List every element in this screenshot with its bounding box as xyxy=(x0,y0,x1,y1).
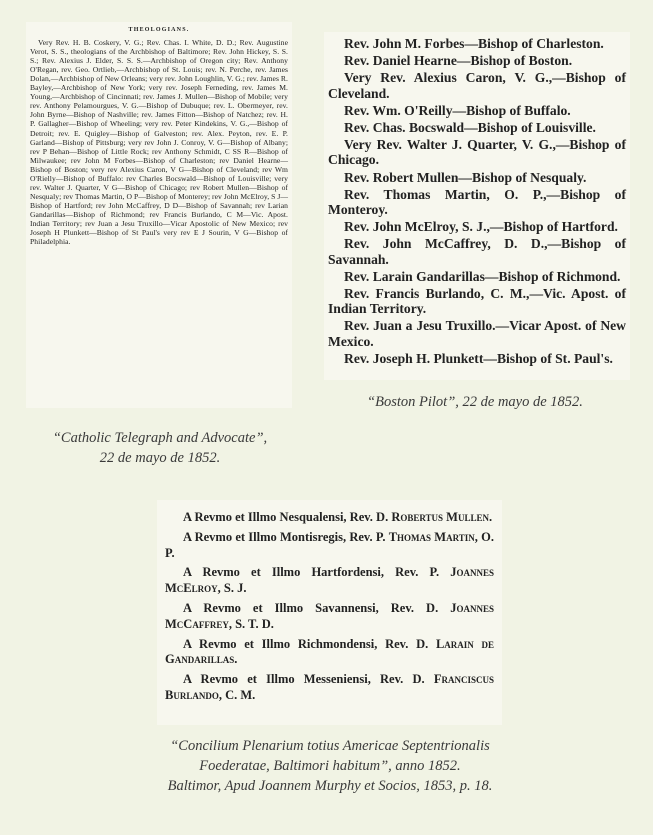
concilium-entry xyxy=(165,510,494,526)
pilot-line: Rev. John McElroy, S. J.,—Bishop of Hartford. xyxy=(344,219,618,235)
pilot-line: Rev. Chas. Bocswald—Bishop of Louisville. xyxy=(344,120,596,136)
pilot-line: Rev. Daniel Hearne—Bishop of Boston. xyxy=(344,53,573,69)
concilium-clipping xyxy=(157,500,502,725)
pilot-line: Rev. John M. Forbes—Bishop of Charleston. xyxy=(344,36,604,51)
concilium-prefix: A Revmo et Illmo Richmondensi, Rev. D. xyxy=(183,636,429,651)
concilium-caption-line: “Concilium Plenarium totius Americae Septentrionalis xyxy=(170,738,490,754)
pilot-line: Very Rev. Alexius Caron, V. G.,—Bishop of Cleveland. xyxy=(328,70,626,101)
pilot-line: Rev. Juan a Jesu Truxillo.—Vicar Apost. of New Mexico. xyxy=(328,318,626,349)
pilot-line: Rev. Larain Gandarillas—Bishop of Richmond. xyxy=(344,268,621,284)
concilium-name: Franciscus Burlando, C. M. xyxy=(165,672,494,702)
pilot-line: Rev. Thomas Martin, O. P.,—Bishop of Monteroy. xyxy=(328,186,626,218)
telegraph-clipping xyxy=(26,22,292,408)
concilium-name: Larain de Gandarillas. xyxy=(165,636,495,667)
concilium-entry xyxy=(165,530,494,562)
concilium-entry xyxy=(165,601,494,633)
pilot-line: Rev. Joseph H. Plunkett—Bishop of St. Paul's. xyxy=(344,350,613,366)
pilot-line: Rev. Robert Mullen—Bishop of Nesqualy. xyxy=(344,169,587,185)
concilium-name: Thomas Martin, O. P. xyxy=(165,529,495,560)
concilium-name: Robertus Mullen. xyxy=(391,510,493,524)
concilium-name: Joannes McCaffrey, S. T. D. xyxy=(165,600,495,631)
concilium-caption-line: Foederatae, Baltimori habitum”, anno 1852. xyxy=(199,758,461,774)
telegraph-body: Very Rev. H. B. Coskery, V. G.; Rev. Chas. I. White, D. D.; Rev. Augustine Verot, S. S., theologians of the Archbishop of Baltimore; Rev. John Hickey, S. S. S.; Rev. Alexius J. Elder, S. S. S.—Archbishop of Oregon city; Rev. Anthony O'Regan, rev. Geo. Ortlieb,—Archbishop of St. Louis; rev. N. Perche, rev. James Dolan,—Archbishop of New Orleans; very rev. John Loughlin, V. G.; rev. James R. Bayley,—Archbishop of New York; very rev. Joseph Ferneding, rev. James M. Young,—Archbishop of Cincinnati; rev. James J. Mullen—Bishop of Mobile; very rev. Anthony Pelamourgues, V. G.—Bishop of Dubuque; rev. L. Obermeyer, rev. John Byrne—Bishop of Nashville; rev. James Fitton—Bishop of Natchez; rev. H. P. Gallagher—Bishop of Wheeling; very rev. Peter Kindekins, V. G.,—Bishop of Detroit; rev. E. Quigley—Bishop of Galveston; rev. Alex. Peyton, rev. E. P. Garland—Bishop of Pittsburg; very rev John J. Conroy, V. G—Bishop of Albany; rev P Behan—Bishop of Little Rock; rev Anthony Schmidt, C SS R—Bishop of Milwaukee; rev John M Forbes—Bishop of Charleston; rev Daniel Hearne—Bishop of Boston; very rev Alexius Caron, V G—Bishop of Cleveland; rev Wm O'Rielly—Bishop of Buffalo: rev Charles Bocswald—Bishop of Louisville; very rev. Walter J. Quarter, V G—Bishop of Chicago; rev Robert Mullen—Bishop of Nesqualy; rev Thomas Martin, O P—Bishop of Monterey; rev John McElroy, S J—Bishop of Hartford; rev John McCaffrey, D D—Bishop of Savannah; rev Larian Gandarillas—Bishop of Richmond; rev Francis Burlando, C M—Vic. Apost. Indian Territory; rev Juan a Jesu Truxillo—Vicar Apostolic of New Mexico; rev Joseph H Plunkett—Bishop of St Paul's very rev E J Sourin, V G—Bishop of Philadelphia. xyxy=(30,38,288,247)
concilium-prefix: A Revmo et Illmo Messeniensi, Rev. D. xyxy=(183,672,425,687)
concilium-prefix: A Revmo et Illmo Hartfordensi, Rev. P. xyxy=(183,565,440,580)
pilot-line: Rev. Wm. O'Reilly—Bishop of Buffalo. xyxy=(344,102,571,118)
telegraph-caption xyxy=(20,428,300,468)
concilium-name: Joannes McElroy, S. J. xyxy=(165,565,495,596)
concilium-entry xyxy=(165,672,494,704)
telegraph-caption-line: 22 de mayo de 1852. xyxy=(99,450,221,466)
pilot-line: Rev. John McCaffrey, D. D.,—Bishop of Savannah. xyxy=(328,236,626,267)
pilot-clipping xyxy=(324,32,630,380)
pilot-caption: “Boston Pilot”, 22 de mayo de 1852. xyxy=(367,394,583,410)
concilium-caption xyxy=(120,736,540,796)
telegraph-caption-line: “Catholic Telegraph and Advocate”, xyxy=(52,430,268,446)
pilot-line: Rev. Francis Burlando, C. M.,—Vic. Apost. of Indian Territory. xyxy=(328,286,626,317)
telegraph-heading: THEOLOGIANS. xyxy=(128,27,190,33)
concilium-entry xyxy=(165,565,494,597)
concilium-prefix: A Revmo et Illmo Montisregis, Rev. P. xyxy=(183,529,386,544)
concilium-caption-line: Baltimor, Apud Joannem Murphy et Socios, 1853, p. 18. xyxy=(167,778,493,794)
pilot-line: Very Rev. Walter J. Quarter, V. G.,—Bishop of Chicago. xyxy=(328,137,626,168)
concilium-entry xyxy=(165,637,494,669)
concilium-prefix: A Revmo et Illmo Nesqualensi, Rev. D. xyxy=(183,510,389,524)
concilium-prefix: A Revmo et Illmo Savannensi, Rev. D. xyxy=(183,600,439,615)
